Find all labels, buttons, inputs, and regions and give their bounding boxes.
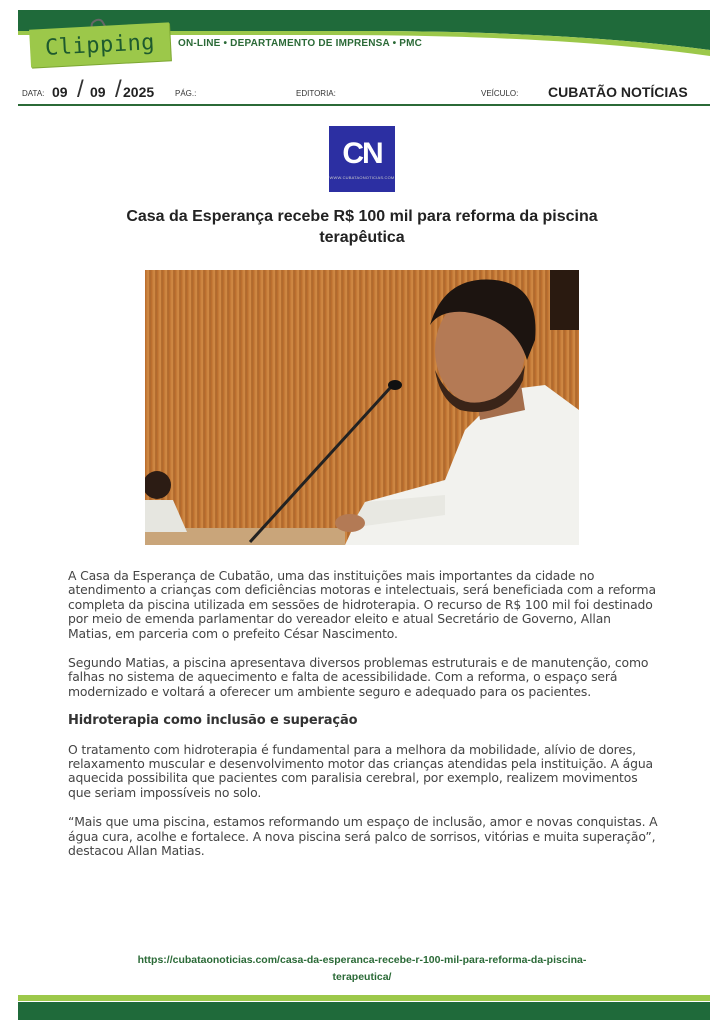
article-paragraph: A Casa da Esperança de Cubatão, uma das instituições mais importantes da cidade no atendimento a crianças com deficiências motoras e intelectuais, será beneficiada com a reforma completa da piscina utilizada em sessões de hidroterapia. O recurso de R$ 100 mil foi destinado por meio de emenda parlamentar do vereador eleito e atual Secretário de Governo, Allan Matias, em parceria com o prefeito César Nascimento. bbox=[68, 568, 656, 641]
clipping-badge bbox=[29, 22, 171, 67]
article-paragraph: “Mais que uma piscina, estamos reformando um espaço de inclusão, amor e novas conquistas. A água cura, acolhe e fortalece. A nova piscina será palco de sorrisos, vitórias e muita superação”, destacou Allan Matias. bbox=[68, 814, 658, 859]
cn-logo-subtitle: WWW.CUBATAONOTICIAS.COM bbox=[329, 174, 395, 180]
cn-logo bbox=[329, 126, 395, 192]
article-photo bbox=[145, 270, 579, 545]
page-label: PÁG.: bbox=[175, 89, 197, 98]
date-month: 09 bbox=[90, 84, 106, 100]
footer-stripe-light bbox=[18, 995, 710, 1001]
date-separator: / bbox=[115, 76, 122, 103]
date-separator: / bbox=[77, 76, 84, 103]
clipping-meta-row bbox=[22, 76, 710, 106]
article-headline: Casa da Esperança recebe R$ 100 mil para reforma da piscina terapêutica bbox=[126, 208, 598, 246]
clipping-header bbox=[0, 0, 724, 72]
vehicle-label: VEÍCULO: bbox=[481, 89, 519, 98]
source-url-line[interactable]: https://cubataonoticias.com/casa-da-esperanca-recebe-r-100-mil-para-reforma-da-piscina- bbox=[137, 954, 587, 966]
editorial-label: EDITORIA: bbox=[296, 89, 336, 98]
article-body bbox=[68, 569, 658, 874]
department-label: ON-LINE • DEPARTAMENTO DE IMPRENSA • PMC bbox=[178, 38, 423, 49]
source-url-line[interactable]: terapeutica/ bbox=[332, 971, 392, 983]
article-subheading: Hidroterapia como inclusão e superação bbox=[68, 713, 358, 729]
date-label: DATA: bbox=[22, 89, 45, 98]
cn-logo-text: CN bbox=[342, 136, 382, 170]
date-year: 2025 bbox=[123, 84, 155, 100]
date-day: 09 bbox=[52, 84, 68, 100]
meta-divider bbox=[18, 104, 710, 106]
article-paragraph: O tratamento com hidroterapia é fundamental para a melhora da mobilidade, alívio de dores, relaxamento muscular e desenvolvimento motor das crianças atendidas pela instituição. A água aquecida possibilita que pacientes com paralisia cerebral, por exemplo, realizem movimentos que seriam impossíveis no solo. bbox=[68, 741, 653, 800]
source-link[interactable] bbox=[60, 952, 664, 986]
footer-stripe-dark bbox=[18, 1002, 710, 1020]
vehicle-name: CUBATÃO NOTÍCIAS bbox=[548, 84, 688, 100]
speaker-at-podium-image bbox=[145, 270, 579, 545]
clipping-badge-label: Clipping bbox=[44, 29, 156, 61]
article-paragraph: Segundo Matias, a piscina apresentava diversos problemas estruturais e de manutenção, como falhas no sistema de aquecimento e falta de acessibilidade. Com a reforma, o espaço será modernizado e voltará a oferecer um ambiente seguro e adequado para os pacientes. bbox=[68, 655, 649, 699]
